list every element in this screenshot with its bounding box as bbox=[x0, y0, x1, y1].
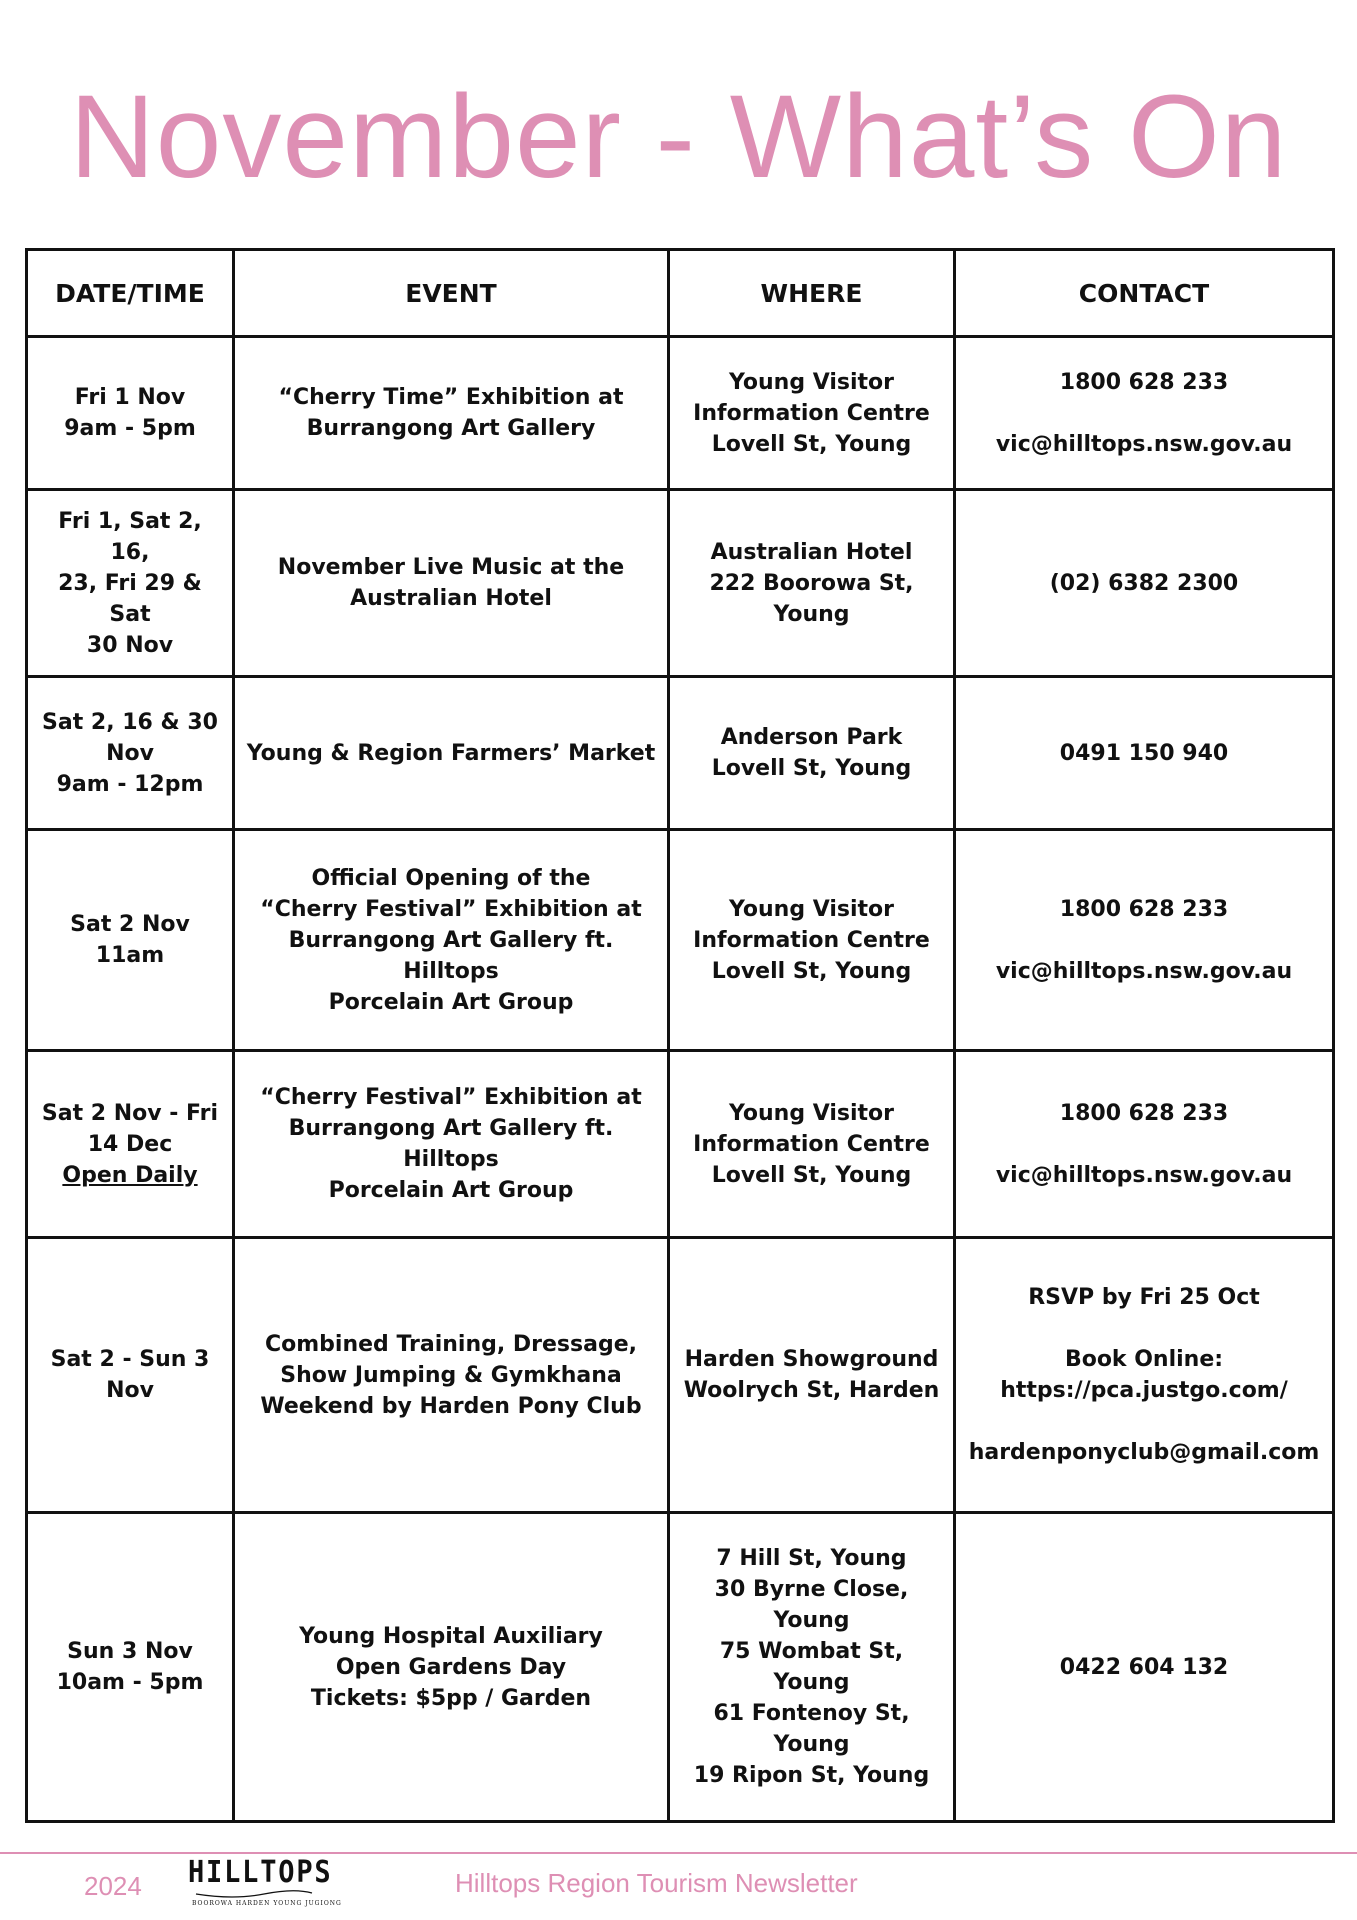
page-title: November - What’s On bbox=[69, 71, 1288, 203]
cell-text: Nov bbox=[106, 740, 154, 766]
header-where: WHERE bbox=[669, 250, 955, 337]
cell-event bbox=[234, 490, 669, 677]
cell-text: Burrangong Art Gallery ft. Hilltops bbox=[288, 1116, 614, 1172]
cell-where bbox=[669, 830, 955, 1051]
cell-contact bbox=[955, 830, 1334, 1051]
cell-text: Lovell St, Young bbox=[711, 958, 912, 984]
cell-event bbox=[234, 337, 669, 490]
cell-date bbox=[27, 830, 234, 1051]
cell-text: Fri 1, Sat 2, 16, bbox=[58, 508, 202, 565]
cell-text: 0491 150 940 bbox=[1059, 740, 1229, 766]
cell-text: Tickets: $5pp / Garden bbox=[310, 1685, 592, 1711]
cell-event bbox=[234, 1513, 669, 1822]
cell-text: Australian Hotel bbox=[350, 586, 552, 611]
cell-contact bbox=[955, 337, 1334, 490]
cell-text: Sun 3 Nov bbox=[67, 1639, 193, 1664]
cell-text: 222 Boorowa St, bbox=[709, 570, 914, 596]
cell-text: Young Visitor bbox=[728, 1100, 895, 1126]
cell-text: Anderson Park bbox=[720, 725, 903, 750]
cell-text: 1800 628 233 bbox=[1059, 1100, 1229, 1126]
cell-text: Information Centre bbox=[693, 400, 930, 426]
cell-text: Young & Region Farmers’ Market bbox=[246, 740, 656, 766]
cell-text: Young Visitor bbox=[728, 896, 895, 922]
cell-text: RSVP by Fri 25 Oct bbox=[1028, 1285, 1260, 1310]
cell-date bbox=[27, 677, 234, 830]
cell-text: 9am - 12pm bbox=[56, 771, 204, 797]
table-row bbox=[27, 677, 1334, 830]
cell-contact bbox=[955, 1238, 1334, 1513]
cell-text: Open Gardens Day bbox=[335, 1654, 567, 1680]
cell-text: Book Online: bbox=[1064, 1347, 1224, 1372]
table-row bbox=[27, 490, 1334, 677]
cell-text: 19 Ripon St, Young bbox=[693, 1763, 930, 1788]
cell-where bbox=[669, 1051, 955, 1238]
cell-spacer bbox=[966, 1129, 1322, 1160]
cell-text: Combined Training, Dressage, bbox=[264, 1331, 637, 1357]
cell-text: Show Jumping & Gymkhana bbox=[280, 1362, 622, 1388]
cell-text: Burrangong Art Gallery ft. Hilltops bbox=[288, 927, 614, 984]
cell-contact bbox=[955, 677, 1334, 830]
cell-text: 10am - 5pm bbox=[56, 1670, 204, 1695]
cell-contact bbox=[955, 1513, 1334, 1822]
cell-text: Harden Showground bbox=[684, 1347, 939, 1372]
header-date-time: DATE/TIME bbox=[27, 250, 234, 337]
cell-text: Lovell St, Young bbox=[711, 431, 912, 457]
cell-text: Weekend by Harden Pony Club bbox=[260, 1393, 642, 1419]
cell-text: Information Centre bbox=[693, 1131, 930, 1157]
cell-text: 11am bbox=[95, 943, 165, 968]
newsletter-title: Hilltops Region Tourism Newsletter bbox=[455, 1868, 858, 1898]
logo-swoosh-icon bbox=[194, 1888, 314, 1900]
footer-year: 2024 bbox=[84, 1871, 142, 1901]
table-row bbox=[27, 830, 1334, 1051]
cell-date bbox=[27, 490, 234, 677]
cell-text: Lovell St, Young bbox=[711, 1162, 912, 1188]
cell-where bbox=[669, 1513, 955, 1822]
cell-contact bbox=[955, 1051, 1334, 1238]
cell-text: Young bbox=[773, 601, 850, 627]
cell-text: “Cherry Festival” Exhibition at bbox=[260, 1085, 642, 1110]
cell-event bbox=[234, 1051, 669, 1238]
cell-text: vic@hilltops.nsw.gov.au bbox=[995, 431, 1293, 457]
cell-text: vic@hilltops.nsw.gov.au bbox=[995, 1162, 1293, 1188]
cell-text: Sat 2 - Sun 3 bbox=[50, 1347, 210, 1372]
cell-text: Porcelain Art Group bbox=[328, 1178, 574, 1203]
cell-spacer bbox=[966, 925, 1322, 956]
cell-text: November Live Music at the bbox=[277, 555, 625, 580]
cell-text: Woolrych St, Harden bbox=[683, 1378, 940, 1403]
cell-text: Information Centre bbox=[693, 927, 930, 953]
cell-text: vic@hilltops.nsw.gov.au bbox=[995, 958, 1293, 984]
cell-text: Sat 2 Nov bbox=[70, 912, 190, 937]
cell-date bbox=[27, 337, 234, 490]
cell-text: “Cherry Festival” Exhibition at bbox=[260, 896, 642, 922]
cell-text: 75 Wombat St, Young bbox=[719, 1639, 904, 1695]
cell-text: 0422 604 132 bbox=[1059, 1654, 1229, 1680]
cell-text: Official Opening of the bbox=[311, 865, 591, 891]
cell-text: 23, Fri 29 & Sat bbox=[58, 570, 202, 627]
events-table bbox=[25, 248, 1335, 1823]
header-event: EVENT bbox=[234, 250, 669, 337]
logo-towns: BOOROWA HARDEN YOUNG JUGIONG bbox=[192, 1900, 342, 1907]
cell-text: 7 Hill St, Young bbox=[716, 1546, 907, 1571]
cell-text: 1800 628 233 bbox=[1059, 896, 1229, 922]
hilltops-logo bbox=[188, 1855, 342, 1914]
cell-text: 9am - 5pm bbox=[64, 416, 196, 441]
cell-text: 30 Nov bbox=[86, 632, 174, 658]
footer-divider bbox=[0, 1852, 1357, 1854]
cell-text: Fri 1 Nov bbox=[74, 385, 186, 410]
cell-text: Young Hospital Auxiliary bbox=[299, 1623, 603, 1649]
cell-text: Sat 2, 16 & 30 bbox=[42, 709, 218, 735]
open-daily-note: Open Daily bbox=[62, 1162, 198, 1188]
cell-event bbox=[234, 677, 669, 830]
cell-date bbox=[27, 1513, 234, 1822]
cell-text: Porcelain Art Group bbox=[328, 989, 574, 1015]
header-contact: CONTACT bbox=[955, 250, 1334, 337]
cell-spacer bbox=[966, 398, 1322, 429]
cell-date bbox=[27, 1238, 234, 1513]
cell-text: Lovell St, Young bbox=[711, 756, 912, 781]
cell-text: Sat 2 Nov - Fri bbox=[41, 1100, 219, 1126]
cell-text: Nov bbox=[106, 1378, 154, 1403]
cell-text: 30 Byrne Close, bbox=[714, 1577, 909, 1602]
cell-text: hardenponyclub@gmail.com bbox=[968, 1440, 1320, 1465]
table-row bbox=[27, 1238, 1334, 1513]
cell-spacer bbox=[966, 1313, 1322, 1344]
cell-where bbox=[669, 490, 955, 677]
cell-text: (02) 6382 2300 bbox=[1049, 570, 1239, 596]
cell-text: Young bbox=[773, 1608, 850, 1633]
cell-text: “Cherry Time” Exhibition at bbox=[278, 385, 624, 410]
cell-where bbox=[669, 677, 955, 830]
cell-text: https://pca.justgo.com/ bbox=[1000, 1378, 1288, 1403]
cell-text: 1800 628 233 bbox=[1059, 369, 1229, 395]
cell-contact bbox=[955, 490, 1334, 677]
logo-wordmark: HILLTOPS bbox=[188, 1855, 333, 1890]
cell-text: 61 Fontenoy St, bbox=[713, 1701, 910, 1726]
table-row bbox=[27, 1513, 1334, 1822]
cell-text: 14 Dec bbox=[87, 1131, 173, 1157]
cell-where bbox=[669, 337, 955, 490]
table-header-row bbox=[27, 250, 1334, 337]
cell-spacer bbox=[966, 1406, 1322, 1437]
cell-event bbox=[234, 1238, 669, 1513]
cell-text: Burrangong Art Gallery bbox=[306, 416, 596, 441]
table-row bbox=[27, 1051, 1334, 1238]
cell-date bbox=[27, 1051, 234, 1238]
cell-text: Young Visitor bbox=[728, 369, 895, 395]
cell-text: Australian Hotel bbox=[710, 539, 913, 565]
cell-where bbox=[669, 1238, 955, 1513]
cell-text: Young bbox=[773, 1732, 850, 1757]
cell-event bbox=[234, 830, 669, 1051]
table-row bbox=[27, 337, 1334, 490]
